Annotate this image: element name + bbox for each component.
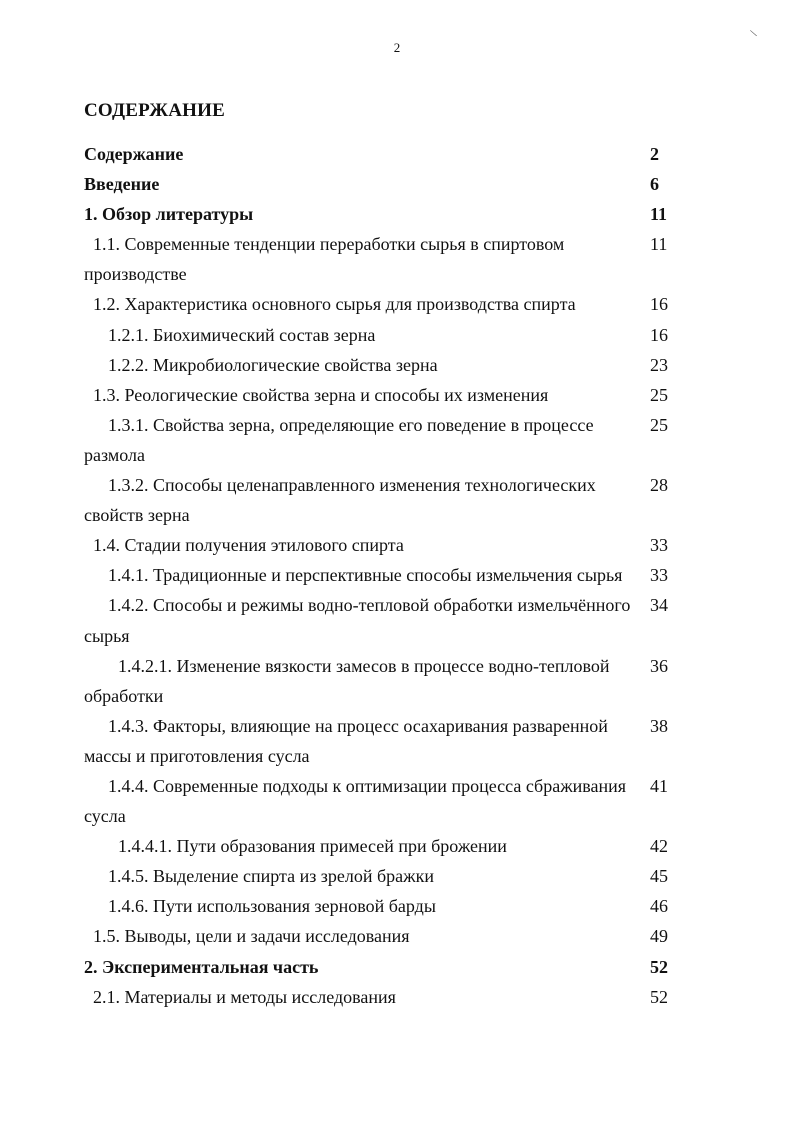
page-number: 2 — [393, 40, 401, 55]
toc-entry-page: 45 — [650, 866, 668, 887]
toc-entry — [84, 952, 690, 982]
toc-entry — [84, 410, 690, 470]
toc-entry-text: 1.4.5. Выделение спирта из зрелой бражки — [108, 866, 434, 887]
toc-entry-page: 28 — [650, 475, 668, 496]
toc-entry-text: 1.4.4.1. Пути образования примесей при брожении — [118, 836, 507, 857]
toc-entry — [84, 229, 690, 289]
toc-entry — [84, 861, 690, 891]
toc-entry — [84, 711, 690, 771]
toc-entry — [84, 169, 690, 199]
toc-entry — [84, 891, 690, 921]
toc-title: СОДЕРЖАНИЕ — [84, 100, 225, 121]
toc-entry-page: 16 — [650, 294, 668, 315]
toc-entry-text: Введение — [84, 174, 160, 195]
toc-entry-page: 42 — [650, 836, 668, 857]
toc-entry-page: 34 — [650, 595, 668, 616]
toc-entry-page: 11 — [650, 234, 668, 255]
toc-entry — [84, 560, 690, 590]
toc-entry-text: 1.5. Выводы, цели и задачи исследования — [93, 926, 410, 947]
toc-entry-page: 2 — [650, 144, 659, 164]
toc-entry-text: 2. Экспериментальная часть — [84, 956, 319, 977]
toc-entry-page: 49 — [650, 926, 668, 947]
toc-entry-page: 33 — [650, 535, 668, 556]
toc-entry-text: 2.1. Материалы и методы исследования — [93, 986, 396, 1007]
toc-entry-text: 1.1. Современные тенденции переработки сырья в спиртовом производстве — [84, 234, 565, 285]
toc-entry — [84, 289, 690, 319]
toc-entry-page: 33 — [650, 565, 668, 586]
toc-entry — [84, 380, 690, 410]
toc-entry-text: 1.3.2. Способы целенаправленного изменения технологических свойств зерна — [84, 475, 596, 526]
toc-entry-page: 38 — [650, 715, 668, 736]
toc-entry — [84, 982, 690, 1012]
toc-entry — [84, 590, 690, 650]
toc-entry-text: 1.4.3. Факторы, влияющие на процесс осахаривания разваренной массы и приготовления сусла — [84, 715, 608, 766]
toc-entry — [84, 530, 690, 560]
toc-entry-text: 1. Обзор литературы — [84, 204, 254, 225]
toc-entry-page: 25 — [650, 414, 668, 435]
toc-entry-page: 6 — [650, 174, 659, 195]
toc-entry-page: 52 — [650, 956, 668, 977]
toc-entry — [84, 320, 690, 350]
toc-entry-page: 52 — [650, 986, 668, 1007]
toc-entry-text: 1.4.6. Пути использования зерновой барды — [108, 896, 436, 917]
toc-entry — [84, 651, 690, 711]
toc-entry-page: 36 — [650, 655, 668, 676]
toc-entry-text: Содержание — [84, 144, 184, 164]
toc-entry-text: 1.4.1. Традиционные и перспективные способы измельчения сырья — [108, 565, 623, 586]
toc-entry-page: 41 — [650, 775, 668, 796]
toc-entry-text: 1.4.2.1. Изменение вязкости замесов в процессе водно-тепловой обработки — [84, 655, 610, 706]
toc-entry-text: 1.4.4. Современные подходы к оптимизации процесса сбраживания сусла — [84, 775, 627, 827]
toc-entry — [84, 921, 690, 951]
toc-entry-page: 11 — [650, 204, 668, 225]
toc-entry-text: 1.3. Реологические свойства зерна и способы их изменения — [93, 384, 549, 405]
toc-entry-page: 46 — [650, 896, 668, 917]
toc-entry-text: 1.4. Стадии получения этилового спирта — [93, 535, 404, 556]
toc-entry-text: 1.3.1. Свойства зерна, определяющие его поведение в процессе размола — [84, 414, 594, 465]
toc-entry-page: 25 — [650, 384, 668, 405]
toc-entry — [84, 139, 690, 169]
toc-entry — [84, 831, 690, 861]
toc-entry-page: 16 — [650, 324, 668, 345]
toc-entry — [84, 771, 690, 831]
corner-mark: \ — [748, 26, 759, 40]
toc-entry-text: 1.4.2. Способы и режимы водно-тепловой обработки измельчённого сырья — [84, 595, 631, 646]
toc-entry — [84, 199, 690, 229]
toc-entry-text: 1.2. Характеристика основного сырья для производства спирта — [93, 294, 576, 315]
toc-entry — [84, 470, 690, 530]
toc-entry-page: 23 — [650, 354, 668, 375]
toc-entry-text: 1.2.1. Биохимический состав зерна — [108, 324, 376, 345]
toc-entry — [84, 350, 690, 380]
toc-entry-text: 1.2.2. Микробиологические свойства зерна — [108, 354, 438, 375]
table-of-contents — [84, 139, 690, 1012]
